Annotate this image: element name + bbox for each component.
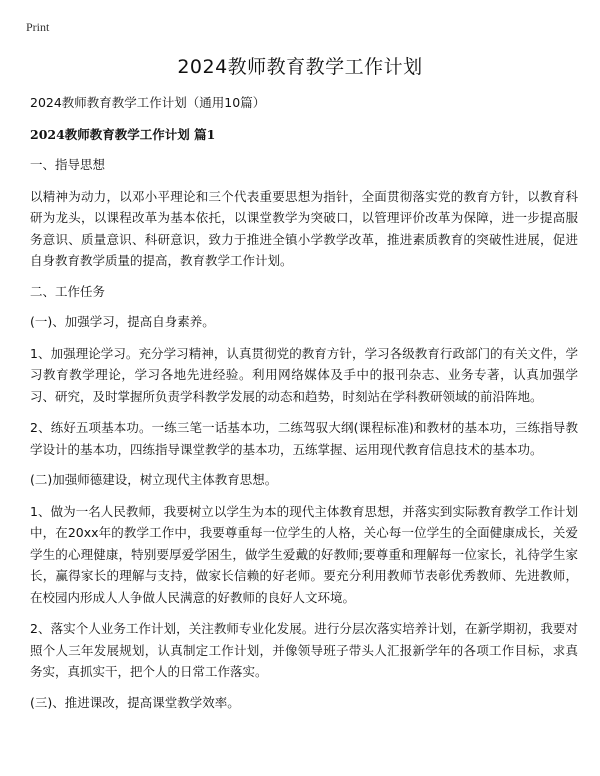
print-label[interactable]: Print bbox=[26, 20, 50, 34]
subheading-study: (一)、加强学习，提高自身素养。 bbox=[30, 314, 215, 329]
heading-guiding-thought: 一、指导思想 bbox=[30, 157, 106, 172]
paragraph-teacher-role: 1、做为一名人民教师，我要树立以学生为本的现代主体教育思想，并落实到实际教育教学工作计划中，在20xx年的教学工作中，我要尊重每一位学生的人格，关心每一位学生的全面健康成长，关爱学生的心理健康，特别要厚爱学困生，做学生爱戴的好教师;要尊重和理解每一位家长，礼待学生家长，赢得家长的理解与支持，做家长信赖的好老师。要充分利用教师节表彰优秀教师、先进教师，在校园内形成人人争做人民满意的好教师的良好人文环境。 bbox=[30, 503, 578, 605]
section-title: 2024教师教育教学工作计划 篇1 bbox=[30, 126, 216, 142]
subheading-curriculum-reform: (三)、推进课改，提高课堂教学效率。 bbox=[30, 694, 240, 710]
document-title: 2024教师教育教学工作计划 bbox=[177, 56, 423, 78]
heading-work-tasks: 二、工作任务 bbox=[30, 283, 106, 299]
document-body bbox=[30, 92, 578, 713]
paragraph-guiding-thought: 以精神为动力，以邓小平理论和三个代表重要思想为指针，全面贯彻落实党的教育方针，以教育科研为龙头，以课程改革为基本依托，以课堂教学为突破口，以管理评价改革为保障，进一步提高服务意识、质量意识、科研意识，致力于推进全镇小学教学改革，推进素质教育的突破性进展，促进自身教育教学质量的提高，教育教学工作计划。 bbox=[30, 188, 578, 268]
paragraph-theory-study: 1、加强理论学习。充分学习精神，认真贯彻党的教育方针，学习各级教育行政部门的有关文件，学习教育教学理论，学习各地先进经验。利用网络媒体及手中的报刊杂志、业务专著，认真加强学习、研究，及时掌握所负责学科教学发展的动态和趋势，时刻站在学科教研领域的前沿阵地。 bbox=[30, 345, 578, 404]
document-subtitle: 2024教师教育教学工作计划（通用10篇） bbox=[30, 95, 266, 110]
subheading-ethics: (二)加强师德建设，树立现代主体教育思想。 bbox=[30, 472, 278, 487]
paragraph-work-plan: 2、落实个人业务工作计划，关注教师专业化发展。进行分层次落实培养计划，在新学期初，我要对照个人三年发展规划，认真制定工作计划，并像领导班子带头人汇报新学年的各项工作目标，求真务实，真抓实干，把个人的日常工作落实。 bbox=[30, 621, 578, 679]
paragraph-basic-skills: 2、练好五项基本功。一练三笔一话基本功，二练驾驭大纲(课程标准)和教材的基本功，三练指导教学设计的基本功，四练指导课堂教学的基本功，五练掌握、运用现代教育信息技术的基本功。 bbox=[30, 420, 578, 457]
